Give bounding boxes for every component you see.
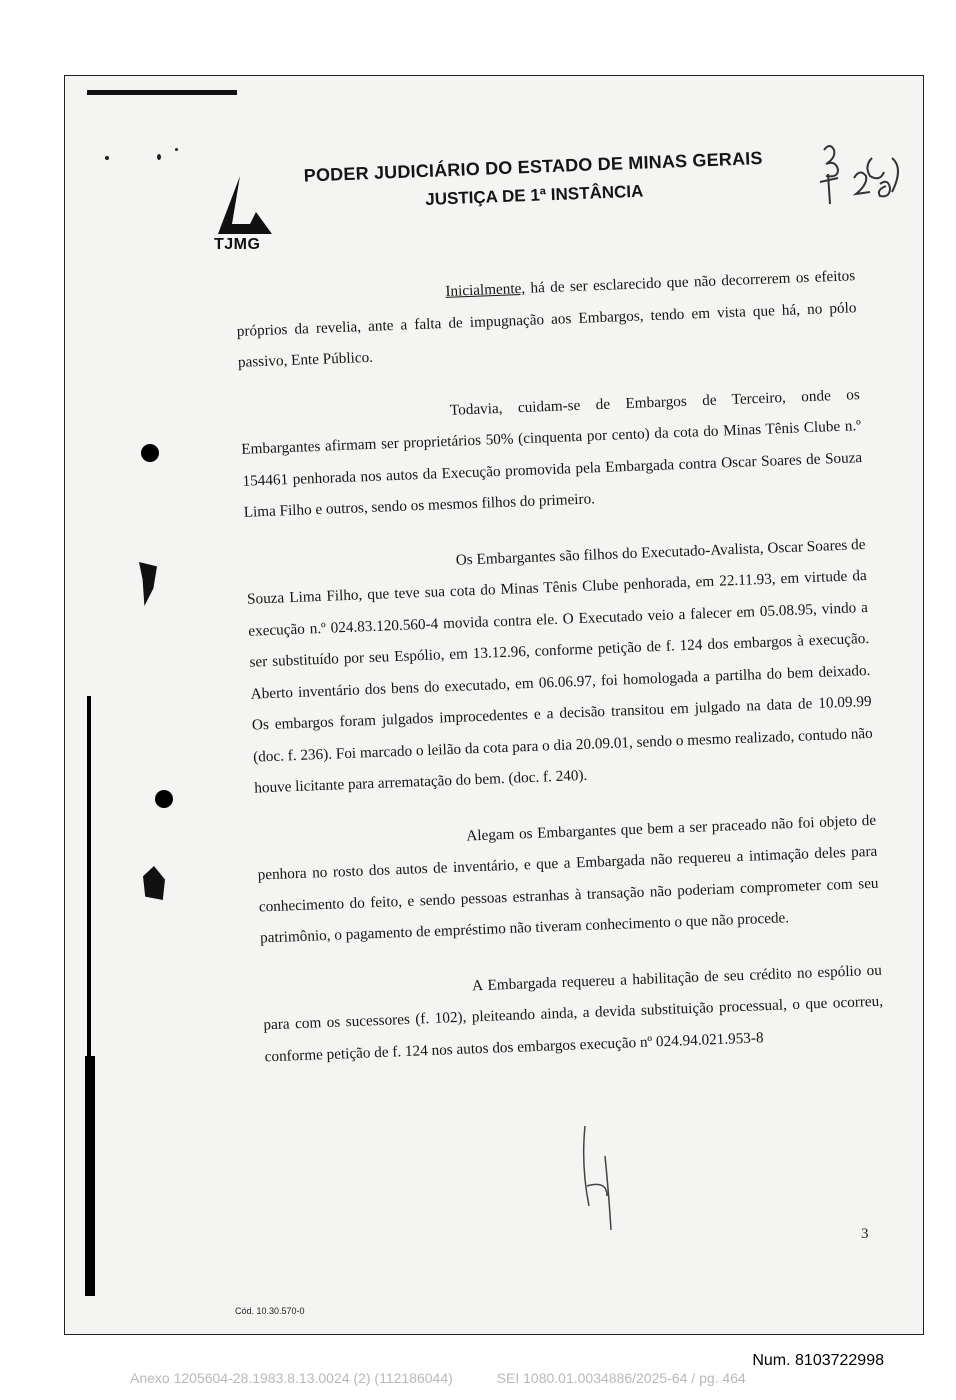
scanned-page [64,75,924,1335]
paragraph [262,954,885,1072]
margin-shadow-bar [85,1056,95,1296]
margin-shadow-bar [87,696,91,1056]
scan-speck [105,156,109,160]
handwritten-folio-mark [810,138,910,218]
document-body [235,260,886,1096]
scan-artifact-stroke [87,90,237,95]
header-line-2: JUSTIÇA DE 1ª INSTÂNCIA [424,181,644,209]
document-number-stamp: Num. 8103722998 [752,1352,884,1369]
initials-signature [575,1116,635,1236]
scan-artifact-blob [139,562,157,606]
page-number: 3 [861,1226,869,1242]
scan-artifact-blob [143,866,165,900]
document-header [293,148,775,215]
form-code: Cód. 10.30.570-0 [235,1306,305,1316]
scan-speck [157,154,161,160]
paragraph-lead: Inicialmente, [445,279,526,300]
paragraph [235,260,858,378]
footer-reference [130,1370,786,1386]
footer-annex: Anexo 1205604-28.1983.8.13.0024 (2) (112186044) [130,1370,453,1386]
paragraph-text: Alegam os Embargantes que bem a ser praceado não foi objeto de penhora no rosto dos autos de inventário, e que a Embargada não requereu a intimação deles para conhecimento do feito, e sendo pessoas estranhas à transação não poderiam comprometer com seu patrimônio, o pagamento de empréstimo não tiveram conhecimento o que não procede. [257,811,879,947]
punch-hole [141,444,159,462]
footer-sei: SEI 1080.01.0034886/2025-64 / pg. 464 [496,1370,746,1386]
punch-hole [155,790,173,808]
paragraph [240,379,864,529]
logo-text: TJMG [214,236,261,253]
paragraph-text: há de ser esclarecido que não decorrerem os efeitos próprios da revelia, ante a falta de impugnação aos Embargos, tendo em vista que há, no pólo passivo, Ente Público. [236,267,857,371]
paragraph-text: A Embargada requereu a habilitação de seu crédito no espólio ou para com os sucessores (f. 102), pleiteando ainda, a devida substituição processual, o que ocorreu, conforme petição de f. 124 nos autos dos embargos execução nº 024.94.021.953-8 [263,961,884,1065]
header-line-1: PODER JUDICIÁRIO DO ESTADO DE MINAS GERAIS [303,147,763,186]
paragraph-text: Os Embargantes são filhos do Executado-Avalista, Oscar Soares de Souza Lima Filho, que teve sua cota do Minas Tênis Clube penhorada, em 22.11.93, em virtude da execução n.º 024.83.120.560-4 movida contra ele. O Executado veio a falecer em 05.08.95, vindo a ser substituído por seu Espólio, em 13.12.96, conforme petição de f. 124 dos embargos à execução. Aberto inventário dos bens do executado, em 06.06.97, foi homologada a partilha do bem deixado. Os embargos foram julgados improcedentes e a decisão transitou em julgado na data de 10.09.99 (doc. f. 236). Foi marcado o leilão da cota para o dia 20.09.01, sendo o mesmo realizado, contudo não houve licitante para arrematação do bem. (doc. f. 240). [246,535,874,797]
paragraph [256,804,880,954]
paragraph [245,529,874,805]
scan-speck [175,148,178,151]
paragraph-text: Todavia, cuidam-se de Embargos de Terceiro, onde os Embargantes afirmam ser proprietários 50% (cinquenta por cento) da cota do Minas Tênis Clube n.º 154461 penhorada nos autos da Execução promovida pela Embargada contra Oscar Soares de Souza Lima Filho e outros, sendo os mesmos filhos do primeiro. [241,385,863,521]
